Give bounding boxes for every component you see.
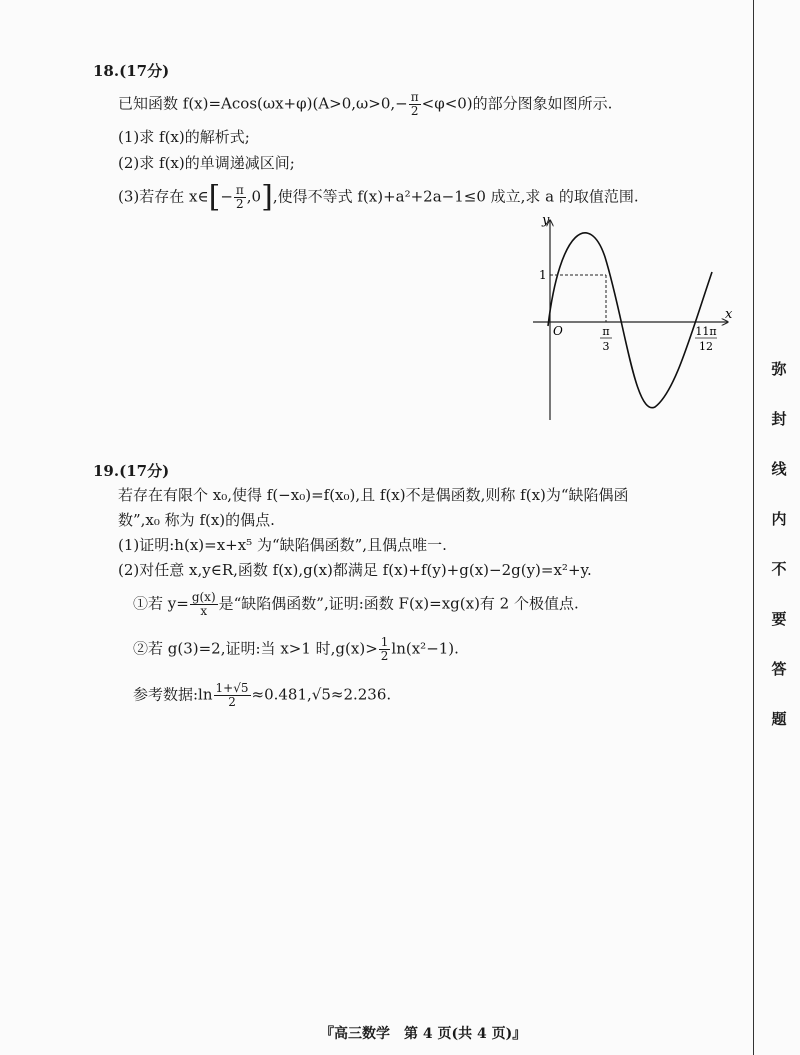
tick-11pi12-den: 12: [699, 340, 713, 353]
cosine-graph: [530, 212, 740, 422]
cosine-curve: [548, 233, 712, 408]
side-char-5: 不: [771, 560, 787, 578]
q18-heading: 18.(17分): [93, 62, 170, 80]
q19-sub1-pre: ①若 y=: [133, 594, 189, 613]
q19-sub2-pre: ②若 g(3)=2,证明:当 x>1 时,g(x)>: [133, 639, 378, 658]
q19-sub1-post: 是“缺陷偶函数”,证明:函数 F(x)=xg(x)有 2 个极值点.: [218, 594, 579, 613]
q19-sub1-fraction: $\frac{g(x)}{x}$: [191, 590, 216, 618]
q18-part1: (1)求 f(x)的解析式;: [118, 128, 250, 146]
q19-sub1: [133, 591, 579, 618]
q18-condition-fraction: $\frac{\pi}{2}$: [410, 90, 419, 118]
q19-sub2-fraction: $\frac{1}{2}$: [380, 635, 389, 663]
q18-stem: [118, 91, 612, 118]
side-char-3: 线: [771, 460, 787, 478]
q18-part2: (2)求 f(x)的单调递减区间;: [118, 154, 295, 172]
q18-condition-b: <φ<0): [421, 94, 473, 113]
tick-pi3-den: 3: [602, 340, 610, 353]
q19-heading: 19.(17分): [93, 462, 170, 480]
q19-reference-data: [133, 682, 391, 709]
x-label: x: [725, 307, 733, 322]
side-char-1: 弥: [771, 360, 787, 378]
tick-11pi-num: 11π: [695, 325, 717, 338]
side-char-6: 要: [771, 610, 787, 628]
q18-interval-b: ,0: [246, 187, 262, 206]
y-label: y: [542, 213, 550, 228]
q19-ref-fraction: $\frac{1+√5}{2}$: [215, 681, 249, 709]
q18-stem-function: 已知函数 f(x)=Acos(ωx+φ): [118, 94, 313, 113]
y-tick-one: 1: [539, 268, 547, 282]
q19-sub2: [133, 636, 459, 663]
q19-line2: 数”,x₀ 称为 f(x)的偶点.: [118, 511, 275, 529]
q18-part3-pre: (3)若存在 x∈: [118, 187, 209, 206]
q19-ref-pre: 参考数据:ln: [133, 685, 213, 704]
q18-part3: [118, 179, 639, 215]
right-bracket: ]: [261, 179, 273, 215]
q19-sub2-post: ln(x²−1).: [391, 639, 459, 658]
page-footer: 『高三数学 第 4 页(共 4 页)』: [320, 1026, 527, 1042]
q19-line3: (1)证明:h(x)=x+x⁵ 为“缺陷偶函数”,且偶点唯一.: [118, 536, 447, 554]
q18-interval-a: −: [220, 187, 233, 206]
q19-line1: 若存在有限个 x₀,使得 f(−x₀)=f(x₀),且 f(x)不是偶函数,则称 f(x)为“缺陷偶函: [118, 486, 629, 504]
q18-part3-post: ,使得不等式 f(x)+a²+2a−1≤0 成立,求 a 的取值范围.: [272, 187, 639, 206]
q19-ref-post: ≈0.481,√5≈2.236.: [251, 685, 392, 704]
origin-label: O: [553, 324, 563, 338]
q18-interval-fraction: $\frac{\pi}{2}$: [235, 183, 244, 211]
side-char-7: 答: [771, 660, 787, 678]
side-char-2: 封: [771, 410, 787, 428]
left-bracket: [: [208, 179, 221, 215]
tick-pi-num: π: [602, 325, 610, 338]
seal-line: [753, 0, 754, 1055]
side-char-4: 内: [771, 510, 787, 528]
q19-line4: (2)对任意 x,y∈R,函数 f(x),g(x)都满足 f(x)+f(y)+g(x)−2g(y)=x²+y.: [118, 561, 592, 579]
q18-stem-end: 的部分图象如图所示.: [472, 94, 613, 113]
side-char-8: 题: [771, 710, 787, 728]
q18-condition-a: (A>0,ω>0,−: [312, 94, 408, 113]
